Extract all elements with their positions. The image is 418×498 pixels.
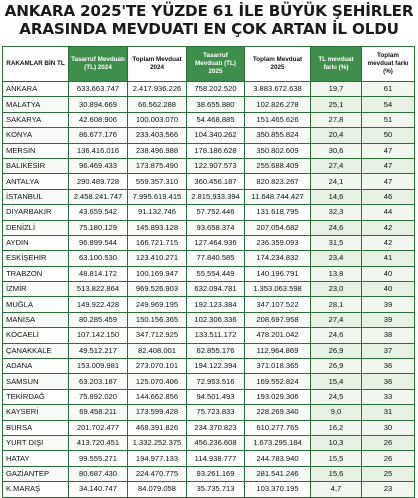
value-cell: 24,1 <box>311 174 362 189</box>
value-cell: 69.458.211 <box>69 405 128 420</box>
value-cell: 49.512.217 <box>69 343 128 358</box>
city-cell: HATAY <box>3 451 69 466</box>
table-row <box>3 389 415 404</box>
value-cell: 94.501.493 <box>187 389 245 404</box>
table-row <box>3 312 415 327</box>
value-cell: 193.029.306 <box>245 389 311 404</box>
value-cell: 26,9 <box>311 343 362 358</box>
table-row <box>3 435 415 450</box>
table-header <box>3 47 415 82</box>
city-cell: ESKİŞEHİR <box>3 251 69 266</box>
value-cell: 174.234.832 <box>245 251 311 266</box>
table-row <box>3 174 415 189</box>
value-cell: 82.408.001 <box>128 343 187 358</box>
value-cell: 100.169.947 <box>128 266 187 281</box>
city-cell: MANİSA <box>3 312 69 327</box>
value-cell: 40 <box>362 266 415 281</box>
header-cell: TL mevduat farkı (%) <box>311 47 362 82</box>
value-cell: 169.552.824 <box>245 374 311 389</box>
value-cell: 93.658.374 <box>187 220 245 235</box>
table-row <box>3 451 415 466</box>
value-cell: 47 <box>362 143 415 158</box>
table-row <box>3 235 415 250</box>
value-cell: 19,7 <box>311 82 362 97</box>
value-cell: 820.823.267 <box>245 174 311 189</box>
value-cell: 131.618.795 <box>245 205 311 220</box>
value-cell: 238.496.988 <box>128 143 187 158</box>
value-cell: 127.464.936 <box>187 235 245 250</box>
value-cell: 93.261.169 <box>187 466 245 481</box>
value-cell: 25 <box>362 466 415 481</box>
value-cell: 26 <box>362 451 415 466</box>
header-cell: Toplam mevduat farkı (%) <box>362 47 415 82</box>
value-cell: 43.659.542 <box>69 205 128 220</box>
value-cell: 42 <box>362 235 415 250</box>
value-cell: 610.277.765 <box>245 420 311 435</box>
table-row <box>3 359 415 374</box>
value-cell: 20,4 <box>311 128 362 143</box>
value-cell: 122.907.573 <box>187 158 245 173</box>
value-cell: 31 <box>362 405 415 420</box>
value-cell: 3.883.672.638 <box>245 82 311 97</box>
value-cell: 54 <box>362 97 415 112</box>
value-cell: 15,4 <box>311 374 362 389</box>
value-cell: 47 <box>362 174 415 189</box>
value-cell: 249.969.195 <box>128 297 187 312</box>
city-cell: BALIKESİR <box>3 158 69 173</box>
city-cell: AYDIN <box>3 235 69 250</box>
value-cell: 35.735.713 <box>187 482 245 497</box>
value-cell: 1.332.252.375 <box>128 435 187 450</box>
city-cell: K.MARAŞ <box>3 482 69 497</box>
value-cell: 27,8 <box>311 112 362 127</box>
value-cell: 2.815.933.394 <box>187 189 245 204</box>
city-cell: DENİZLİ <box>3 220 69 235</box>
table-row <box>3 374 415 389</box>
value-cell: 51 <box>362 112 415 127</box>
value-cell: 347.107.522 <box>245 297 311 312</box>
city-cell: TRABZON <box>3 266 69 281</box>
value-cell: 144.662.856 <box>128 389 187 404</box>
value-cell: 48.814.172 <box>69 266 128 281</box>
value-cell: 234.370.823 <box>187 420 245 435</box>
table-row <box>3 297 415 312</box>
value-cell: 236.359.093 <box>245 235 311 250</box>
city-cell: SAMSUN <box>3 374 69 389</box>
value-cell: 273.070.101 <box>128 359 187 374</box>
value-cell: 255.688.409 <box>245 158 311 173</box>
city-cell: KONYA <box>3 128 69 143</box>
value-cell: 38.655.880 <box>187 97 245 112</box>
value-cell: 102.306.336 <box>187 312 245 327</box>
value-cell: 23 <box>362 482 415 497</box>
value-cell: 36 <box>362 374 415 389</box>
city-cell: ÇANAKKALE <box>3 343 69 358</box>
table-row <box>3 343 415 358</box>
value-cell: 26 <box>362 435 415 450</box>
value-cell: 57.752.446 <box>187 205 245 220</box>
value-cell: 46 <box>362 189 415 204</box>
value-cell: 33 <box>362 389 415 404</box>
table-body <box>3 82 415 498</box>
value-cell: 9,0 <box>311 405 362 420</box>
value-cell: 15,5 <box>311 451 362 466</box>
value-cell: 360.456.187 <box>187 174 245 189</box>
value-cell: 2.417.936.226 <box>128 82 187 97</box>
value-cell: 413.720.451 <box>69 435 128 450</box>
value-cell: 136.416.016 <box>69 143 128 158</box>
table-row <box>3 158 415 173</box>
value-cell: 4,7 <box>311 482 362 497</box>
headline <box>0 0 418 42</box>
value-cell: 632.094.781 <box>187 282 245 297</box>
table-row <box>3 97 415 112</box>
city-cell: MALATYA <box>3 97 69 112</box>
city-cell: KOCAELİ <box>3 328 69 343</box>
table-row <box>3 282 415 297</box>
value-cell: 478.201.042 <box>245 328 311 343</box>
value-cell: 39 <box>362 312 415 327</box>
value-cell: 96.899.544 <box>69 235 128 250</box>
value-cell: 24,5 <box>311 389 362 404</box>
value-cell: 350.855.824 <box>245 128 311 143</box>
value-cell: 80.285.459 <box>69 312 128 327</box>
value-cell: 224.470.775 <box>128 466 187 481</box>
value-cell: 104.340.262 <box>187 128 245 143</box>
value-cell: 41 <box>362 251 415 266</box>
value-cell: 66.562.288 <box>128 97 187 112</box>
city-cell: BURSA <box>3 420 69 435</box>
value-cell: 30,6 <box>311 143 362 158</box>
value-cell: 468.391.826 <box>128 420 187 435</box>
value-cell: 194.122.394 <box>187 359 245 374</box>
value-cell: 228.269.340 <box>245 405 311 420</box>
value-cell: 47 <box>362 158 415 173</box>
value-cell: 42.608.906 <box>69 112 128 127</box>
header-cell: RAKAMLAR BİN TL <box>3 47 69 82</box>
value-cell: 42 <box>362 220 415 235</box>
city-cell: MERSİN <box>3 143 69 158</box>
value-cell: 62.855.176 <box>187 343 245 358</box>
value-cell: 91.132.746 <box>128 205 187 220</box>
value-cell: 347.712.925 <box>128 328 187 343</box>
value-cell: 16,2 <box>311 420 362 435</box>
value-cell: 1.353.063.598 <box>245 282 311 297</box>
value-cell: 39 <box>362 297 415 312</box>
city-cell: MUĞLA <box>3 297 69 312</box>
value-cell: 149.922.428 <box>69 297 128 312</box>
value-cell: 86.677.176 <box>69 128 128 143</box>
value-cell: 114.938.777 <box>187 451 245 466</box>
value-cell: 350.802.609 <box>245 143 311 158</box>
value-cell: 84.079.058 <box>128 482 187 497</box>
value-cell: 37 <box>362 343 415 358</box>
value-cell: 75.892.020 <box>69 389 128 404</box>
value-cell: 34.140.747 <box>69 482 128 497</box>
value-cell: 513.822.864 <box>69 282 128 297</box>
value-cell: 456.236.608 <box>187 435 245 450</box>
value-cell: 63.203.187 <box>69 374 128 389</box>
value-cell: 55.554.449 <box>187 266 245 281</box>
value-cell: 36 <box>362 359 415 374</box>
value-cell: 30 <box>362 420 415 435</box>
header-cell: Toplam Mevduat 2024 <box>128 47 187 82</box>
value-cell: 27,4 <box>311 312 362 327</box>
city-cell: DİYARBAKIR <box>3 205 69 220</box>
value-cell: 633.663.747 <box>69 82 128 97</box>
city-cell: ADANA <box>3 359 69 374</box>
city-cell: TEKİRDAĞ <box>3 389 69 404</box>
value-cell: 99.555.271 <box>69 451 128 466</box>
header-cell: Tasarruf Mevduatı (TL) 2024 <box>69 47 128 82</box>
value-cell: 50 <box>362 128 415 143</box>
value-cell: 145.893.128 <box>128 220 187 235</box>
value-cell: 1.673.295.184 <box>245 435 311 450</box>
value-cell: 10,3 <box>311 435 362 450</box>
value-cell: 290.489.728 <box>69 174 128 189</box>
value-cell: 26,9 <box>311 359 362 374</box>
value-cell: 969.526.903 <box>128 282 187 297</box>
value-cell: 27,4 <box>311 158 362 173</box>
value-cell: 151.465.626 <box>245 112 311 127</box>
city-cell: İSTANBUL <box>3 189 69 204</box>
table-row <box>3 266 415 281</box>
value-cell: 15,6 <box>311 466 362 481</box>
value-cell: 125.070.406 <box>128 374 187 389</box>
table-row <box>3 405 415 420</box>
value-cell: 100.003.070 <box>128 112 187 127</box>
city-cell: GAZİANTEP <box>3 466 69 481</box>
value-cell: 32,3 <box>311 205 362 220</box>
value-cell: 559.357.310 <box>128 174 187 189</box>
table-row <box>3 482 415 497</box>
value-cell: 173.875.490 <box>128 158 187 173</box>
city-cell: İZMİR <box>3 282 69 297</box>
value-cell: 77.840.585 <box>187 251 245 266</box>
table-row <box>3 143 415 158</box>
value-cell: 96.469.433 <box>69 158 128 173</box>
city-cell: SAKARYA <box>3 112 69 127</box>
value-cell: 178.186.628 <box>187 143 245 158</box>
value-cell: 166.721.715 <box>128 235 187 250</box>
value-cell: 28,1 <box>311 297 362 312</box>
value-cell: 201.702.477 <box>69 420 128 435</box>
table-row <box>3 251 415 266</box>
table-row <box>3 82 415 97</box>
value-cell: 38 <box>362 328 415 343</box>
table-row <box>3 420 415 435</box>
value-cell: 173.599.428 <box>128 405 187 420</box>
table-row <box>3 205 415 220</box>
table-row <box>3 112 415 127</box>
value-cell: 758.202.520 <box>187 82 245 97</box>
value-cell: 40 <box>362 282 415 297</box>
value-cell: 75.723.833 <box>187 405 245 420</box>
value-cell: 30.894.669 <box>69 97 128 112</box>
value-cell: 153.009.981 <box>69 359 128 374</box>
value-cell: 54.468.885 <box>187 112 245 127</box>
value-cell: 102.826.278 <box>245 97 311 112</box>
city-cell: ANTALYA <box>3 174 69 189</box>
table-row <box>3 189 415 204</box>
value-cell: 23,4 <box>311 251 362 266</box>
value-cell: 2.458.241.747 <box>69 189 128 204</box>
value-cell: 24,6 <box>311 220 362 235</box>
table-row <box>3 220 415 235</box>
headline-line-2: ARASINDA MEVDUATI EN ÇOK ARTAN İL OLDU <box>19 20 399 38</box>
value-cell: 371.018.365 <box>245 359 311 374</box>
value-cell: 13,8 <box>311 266 362 281</box>
value-cell: 75.180.129 <box>69 220 128 235</box>
city-cell: YURT DIŞI <box>3 435 69 450</box>
value-cell: 23,0 <box>311 282 362 297</box>
value-cell: 14,6 <box>311 189 362 204</box>
value-cell: 281.541.246 <box>245 466 311 481</box>
value-cell: 11.648.744.427 <box>245 189 311 204</box>
value-cell: 63.100.530 <box>69 251 128 266</box>
value-cell: 61 <box>362 82 415 97</box>
value-cell: 192.123.384 <box>187 297 245 312</box>
header-cell: Tasarruf Mevduatı (TL) 2025 <box>187 47 245 82</box>
city-cell: ANKARA <box>3 82 69 97</box>
value-cell: 207.054.682 <box>245 220 311 235</box>
deposit-table <box>2 46 415 498</box>
value-cell: 7.995.619.415 <box>128 189 187 204</box>
value-cell: 208.697.958 <box>245 312 311 327</box>
value-cell: 123.410.271 <box>128 251 187 266</box>
table-row <box>3 128 415 143</box>
header-cell: Toplam Mevduat 2025 <box>245 47 311 82</box>
value-cell: 44 <box>362 205 415 220</box>
value-cell: 107.142.150 <box>69 328 128 343</box>
value-cell: 140.196.791 <box>245 266 311 281</box>
value-cell: 80.687.430 <box>69 466 128 481</box>
value-cell: 194.977.133 <box>128 451 187 466</box>
value-cell: 112.964.869 <box>245 343 311 358</box>
value-cell: 150.156.365 <box>128 312 187 327</box>
value-cell: 31,5 <box>311 235 362 250</box>
value-cell: 25,1 <box>311 97 362 112</box>
value-cell: 244.783.940 <box>245 451 311 466</box>
city-cell: KAYSERİ <box>3 405 69 420</box>
value-cell: 72.953.516 <box>187 374 245 389</box>
table-row <box>3 466 415 481</box>
value-cell: 133.511.172 <box>187 328 245 343</box>
headline-line-1: ANKARA 2025'TE YÜZDE 61 İLE BÜYÜK ŞEHİRLER <box>4 2 414 20</box>
value-cell: 103.370.195 <box>245 482 311 497</box>
value-cell: 24,6 <box>311 328 362 343</box>
table-row <box>3 328 415 343</box>
value-cell: 233.403.566 <box>128 128 187 143</box>
